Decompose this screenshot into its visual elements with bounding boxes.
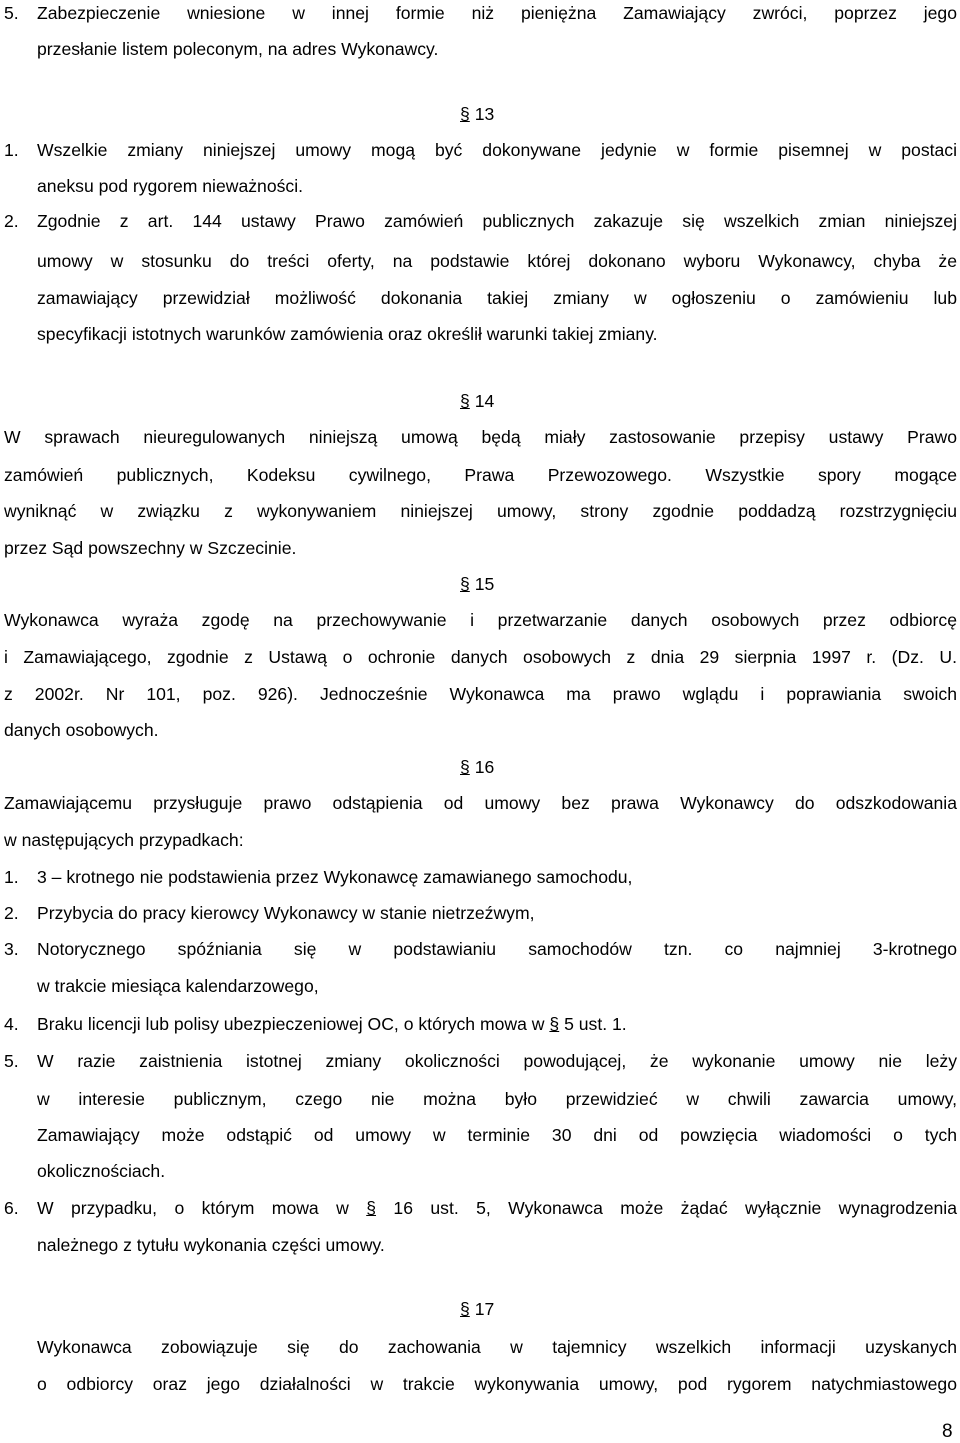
paragraph-line: i Zamawiającego, zgodnie z Ustawą o ochronie danych osobowych z dnia 29 sierpnia 1997 r. (Dz. U. (4, 647, 957, 667)
text-run: 5 ust. 1. (564, 1014, 627, 1034)
paragraph-line: danych osobowych. (4, 720, 159, 740)
paragraph-line (37, 1197, 957, 1219)
list-number: 5. (4, 1051, 19, 1071)
paragraph-line: aneksu pod rygorem nieważności. (37, 176, 304, 196)
list-number: 6. (4, 1198, 19, 1218)
list-number: 5. (4, 3, 19, 23)
paragraph-line: w interesie publicznym, czego nie można było przewidzieć w chwili zawarcia umowy, (37, 1089, 957, 1109)
paragraph-line: z 2002r. Nr 101, poz. 926). Jednocześnie Wykonawca ma prawo wglądu i poprawiania swoich (4, 684, 957, 704)
list-number: 2. (4, 903, 19, 923)
paragraph-line: o odbiorcy oraz jego działalności w trakcie wykonywania umowy, pod rygorem natychmiastowego (37, 1374, 957, 1394)
list-number: 1. (4, 140, 19, 160)
paragraph-line: zamawiający przewidział możliwość dokonania takiej zmiany w ogłoszeniu o zamówieniu lub (37, 288, 957, 308)
section-number: 17 (474, 1299, 495, 1319)
list-number: 3. (4, 939, 19, 959)
section-heading-15 (460, 573, 494, 595)
page-number: 8 (942, 1421, 953, 1442)
paragraph-line: w trakcie miesiąca kalendarzowego, (37, 976, 319, 996)
section-number: 16 (474, 757, 495, 777)
paragraph-line: należnego z tytułu wykonania części umowy. (37, 1235, 385, 1255)
section-sign: § (460, 104, 470, 124)
section-sign: § (460, 391, 470, 411)
paragraph-line: Notorycznego spóźniania się w podstawianiu samochodów tzn. co najmniej 3-krotnego (37, 939, 957, 959)
paragraph-line: Wszelkie zmiany niniejszej umowy mogą być dokonywane jedynie w formie pisemnej w postaci (37, 140, 957, 160)
section-number: 15 (474, 574, 495, 594)
paragraph-line: Wykonawca wyraża zgodę na przechowywanie i przetwarzanie danych osobowych przez odbiorcę (4, 610, 957, 630)
paragraph-line: Przybycia do pracy kierowcy Wykonawcy w stanie nietrzeźwym, (37, 903, 535, 923)
section-heading-14 (460, 390, 494, 412)
paragraph-line: W sprawach nieuregulowanych niniejszą umową będą miały zastosowanie przepisy ustawy Prawo (4, 427, 957, 447)
section-sign: § (460, 1299, 470, 1319)
list-number: 4. (4, 1014, 19, 1034)
section-sign: § (366, 1198, 377, 1218)
paragraph-line: specyfikacji istotnych warunków zamówienia oraz określił warunki takiej zmiany. (37, 324, 658, 344)
paragraph-line: okolicznościach. (37, 1161, 166, 1181)
text-run: Braku licencji lub polisy ubezpieczeniowej OC, o których mowa w (37, 1014, 545, 1034)
paragraph-line: przesłanie listem poleconym, na adres Wykonawcy. (37, 39, 439, 59)
section-number: 14 (474, 391, 495, 411)
section-heading-16 (460, 756, 494, 778)
paragraph-line: przez Sąd powszechny w Szczecinie. (4, 538, 297, 558)
paragraph-line: umowy w stosunku do treści oferty, na podstawie której dokonano wyboru Wykonawcy, chyba że (37, 251, 957, 271)
paragraph-line: W razie zaistnienia istotnej zmiany okoliczności powodującej, że wykonanie umowy nie leży (37, 1051, 957, 1071)
paragraph-line: Wykonawca zobowiązuje się do zachowania w tajemnicy wszelkich informacji uzyskanych (37, 1337, 957, 1357)
paragraph-line: w następujących przypadkach: (4, 830, 244, 850)
section-sign: § (460, 757, 470, 777)
text-run: 16 ust. 5, Wykonawca może żądać wyłącznie wynagrodzenia (393, 1198, 958, 1218)
paragraph-line: Zamawiający może odstąpić od umowy w terminie 30 dni od powzięcia wiadomości o tych (37, 1125, 957, 1145)
paragraph-line: 3 – krotnego nie podstawienia przez Wykonawcę zamawianego samochodu, (37, 867, 633, 887)
section-sign: § (460, 574, 470, 594)
list-number: 1. (4, 867, 19, 887)
paragraph-line: wyniknąć w związku z wykonywaniem niniejszej umowy, strony zgodnie poddadzą rozstrzygnięciu (4, 501, 957, 521)
section-heading-13 (460, 103, 494, 125)
paragraph-line: zamówień publicznych, Kodeksu cywilnego, Prawa Przewozowego. Wszystkie spory mogące (4, 465, 957, 485)
section-heading-17 (460, 1298, 494, 1320)
list-number: 2. (4, 211, 19, 231)
section-number: 13 (474, 104, 495, 124)
paragraph-line: Zgodnie z art. 144 ustawy Prawo zamówień publicznych zakazuje się wszelkich zmian niniejszej (37, 211, 957, 231)
section-sign: § (549, 1014, 560, 1034)
paragraph-line: Zamawiającemu przysługuje prawo odstąpienia od umowy bez prawa Wykonawcy do odszkodowania (4, 793, 957, 813)
paragraph-line (37, 1013, 627, 1035)
text-run: W przypadku, o którym mowa w (37, 1198, 349, 1218)
paragraph-line: Zabezpieczenie wniesione w innej formie niż pieniężna Zamawiający zwróci, poprzez jego (37, 3, 957, 23)
